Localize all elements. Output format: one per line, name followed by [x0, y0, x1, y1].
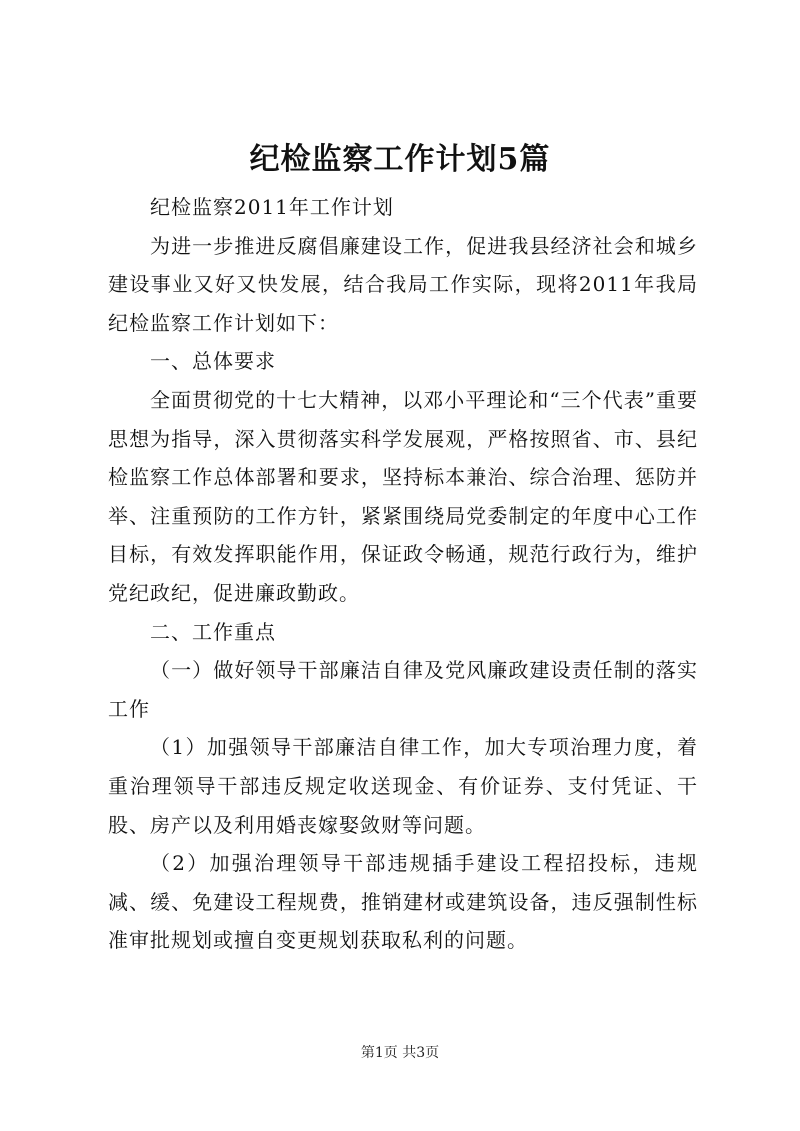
- paragraph-general-requirements: 全面贯彻党的十七大精神，以邓小平理论和“三个代表”重要思想为指导，深入贯彻落实科学发展观，严格按照省、市、县纪检监察工作总体部署和要求，坚持标本兼治、综合治理、惩防并举、注重预防的工作方针，紧紧围绕局党委制定的年度中心工作目标，有效发挥职能作用，保证政令畅通，规范行政行为，维护党纪政纪，促进廉政勤政。: [108, 387, 698, 605]
- subheading-leadership-integrity: （一）做好领导干部廉洁自律及党风廉政建设责任制的落实工作: [108, 658, 698, 721]
- document-title: 纪检监察工作计划5篇: [249, 142, 551, 177]
- heading-general-requirements: 一、总体要求: [150, 349, 276, 374]
- heading-work-focus: 二、工作重点: [150, 619, 276, 644]
- paragraph-item-2: （2）加强治理领导干部违规插手建设工程招投标，违规减、缓、免建设工程规费，推销建材或建筑设备，违反强制性标准审批规划或擅自变更规划获取私利的问题。: [108, 851, 698, 953]
- document-body: [108, 188, 698, 960]
- paragraph-item-1: （1）加强领导干部廉洁自律工作，加大专项治理力度，着重治理领导干部违反规定收送现金、有价证券、支付凭证、干股、房产以及利用婚丧嫁娶敛财等问题。: [108, 735, 698, 837]
- paragraph-intro: 为进一步推进反腐倡廉建设工作，促进我县经济社会和城乡建设事业又好又快发展，结合我局工作实际，现将2011年我局纪检监察工作计划如下：: [108, 233, 698, 335]
- paragraph-subtitle: 纪检监察2011年工作计划: [150, 195, 394, 219]
- page-footer: 第1页 共3页: [360, 1045, 440, 1061]
